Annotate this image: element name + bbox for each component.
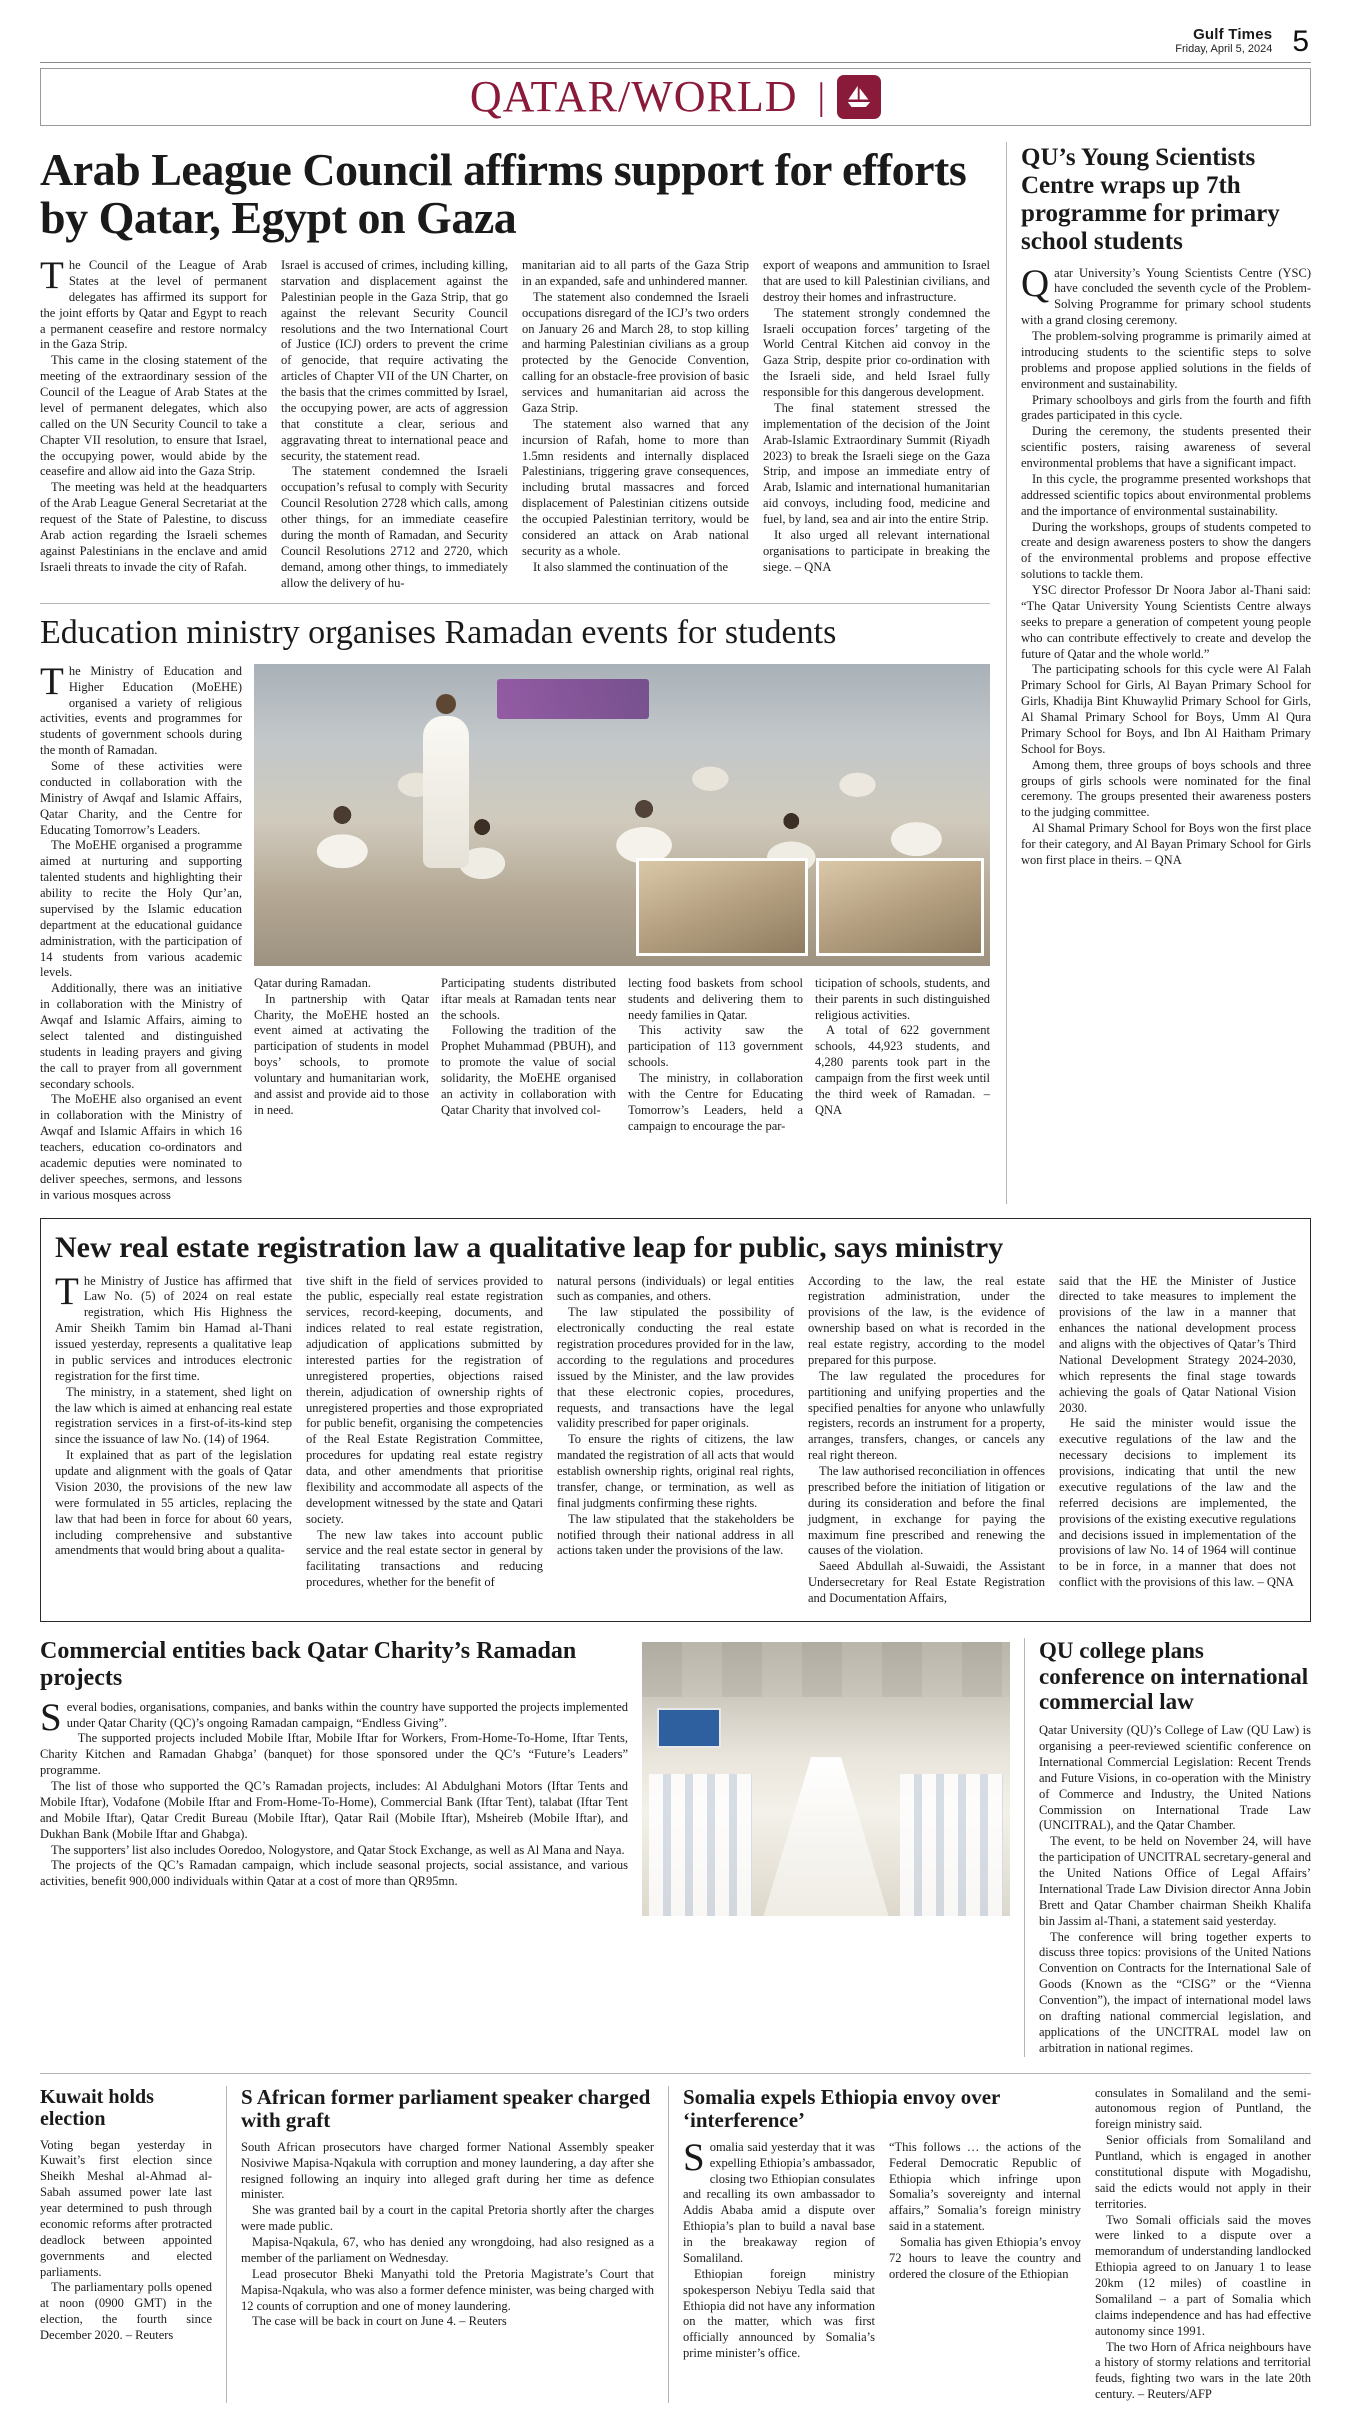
photo-person-head (436, 694, 456, 714)
dhow-icon-svg (844, 82, 874, 112)
paragraph: The ministry, in a statement, shed light on the law which is aimed at enhancing real estate registration services in a first-of-its-kind step since the issuance of law No. (14) of 1964. (55, 1384, 292, 1447)
paragraph: The new law takes into account public service and the real estate sector in general by facilitating transactions and reducing procedures, whether for the benefit of (306, 1527, 543, 1590)
lead-headline: Arab League Council affirms support for efforts by Qatar, Egypt on Gaza (40, 143, 967, 243)
page-number: 5 (1292, 25, 1309, 58)
education-left-column (40, 659, 242, 1204)
paragraph: He said the minister would issue the executive regulations of the law and the necessary decisions to implement its provisions, indicating that until the new executive regulations of the law and the referred decisions are implemented, the provisions of the existing executive regulations and decisions issued in implementation of the provisions of law No. 14 of 1964 will continue to be in force, in a manner that does not conflict with the provisions of this law. – QNA (1059, 1416, 1296, 1590)
paragraph: The Ministry of Justice has affirmed that Law No. (5) of 2024 on real estate registration, which His Highness the Amir Sheikh Tamim bin Hamad al-Thani issued yesterday, represents a qualitative leap in public services and introduces electronic registration for the first time. (55, 1269, 292, 1383)
issue-date: Friday, April 5, 2024 (1175, 43, 1273, 55)
left-main-column (40, 142, 1006, 1204)
article-qatar-charity-projects (40, 1638, 628, 2057)
photo-tent-center-aisle (763, 1757, 888, 1916)
paragraph: Ethiopian foreign ministry spokesperson Nebiyu Tedla said that Ethiopia did not have any information on the matter, which was first officially announced by Somalia’s prime minister’s office. (683, 2266, 875, 2361)
safrican-body (241, 2140, 654, 2331)
article-south-africa-graft (226, 2086, 654, 2404)
law-column-3 (557, 1274, 794, 1607)
paragraph: The two Horn of Africa neighbours have a history of stormy relations and territorial feuds, fighting two wars in the late 20th century. – Reuters/AFP (1095, 2339, 1311, 2402)
commercial-body (40, 1695, 628, 1891)
paragraph: The statement condemned the Israeli occupation’s refusal to comply with Security Council Resolution 2728 which calls, among other things, for an immediate ceasefire during the month of Ramadan, and Security Council Resolutions 2712 and 2720, which demand, among other things, to immediately allow the delivery of hu- (281, 464, 508, 590)
paragraph: It also slammed the continuation of the (533, 559, 729, 574)
paragraph: The parliamentary polls opened at noon (0900 GMT) in the election, the fourth since December 2020. – Reuters (40, 2280, 212, 2343)
education-column-5 (815, 976, 990, 1135)
paragraph: The participating schools for this cycle were Al Falah Primary School for Girls, Al Bayan Primary School for Girls, Khadija Bint Khuwaylid Primary School for Girls, Al Shamal Primary School for Boys, Umm Al Qura Primary School for Boys, and Ibn Al Haitham Primary School for Boys. (1021, 662, 1311, 756)
masthead-text (1175, 26, 1272, 55)
paragraph: According to the law, the real estate registration administration, under the provisions of the law, is the evidence of ownership based on what is recorded in the real estate registry, according to the model prepared for this purpose. (808, 1273, 1045, 1367)
paragraph: manitarian aid to all parts of the Gaza Strip in an expanded, safe and unhindered manner. (522, 258, 749, 288)
paragraph: Mapisa-Nqakula, 67, who has denied any wrongdoing, had also resigned as a member of the parliament on Wednesday. (241, 2235, 654, 2265)
paragraph: Additionally, there was an initiative in collaboration with the Ministry of Awqaf and Islamic Affairs, aiming to select talented and distinguished students in leading prayers and giving the call to prayer from all government secondary schools. (40, 981, 242, 1091)
paragraph: It also urged all relevant international organisations to participate in breaking the siege. – QNA (763, 527, 990, 574)
paragraph: South African prosecutors have charged former National Assembly speaker Nosiviwe Mapisa-Nqakula with corruption and money laundering, a day after she resigned following an inquiry into alleged graft during her time as defence minister. (241, 2139, 654, 2202)
somalia-headline: Somalia expels Ethiopia envoy over ‘interference’ (683, 2084, 1000, 2132)
photo-ramadan-event (254, 664, 990, 966)
education-column-3 (441, 976, 616, 1135)
paragraph: Qatar University (QU)’s College of Law (QU Law) is organising a peer-reviewed scientific conference on International Commercial Legislation: Recent Trends and Future Visions, in co-operation with the Ministry of Commerce and Industry, the United Nations Commission on International Trade Law (UNCITRAL), and the Qatar Chamber. (1039, 1723, 1311, 1833)
paragraph: YSC director Professor Dr Noora Jabor al-Thani said: “The Qatar University Young Scientists Centre always seeks to prepare a generation of competent young people who can contribute effectively to create and develop the future of Qatar and the whole world.” (1021, 583, 1311, 661)
paragraph: The Ministry of Education and Higher Education (MoEHE) organised a variety of religious activities, events and programmes for students of government schools during the month of Ramadan. (40, 659, 242, 758)
section-separator: | (817, 75, 826, 118)
photo-tent-tables-left (649, 1774, 752, 1916)
paragraph: To ensure the rights of citizens, the law mandated the registration of all acts that would establish ownership rights, original real rights, transfer, change, or termination, as well as final judgments confirming these rights. (557, 1432, 794, 1510)
paragraph: The law stipulated the possibility of electronically conducting the real estate registration procedures provided for in the law, according to the regulations and procedures issued by the Minister, and the law provides that these electronic copies, procedures, requests, and transactions have the legal validity prescribed for paper originals. (557, 1305, 794, 1431)
safrican-headline: S African former parliament speaker charged with graft (241, 2084, 651, 2132)
photo-person-body (423, 716, 469, 868)
paragraph: This came in the closing statement of the meeting of the extraordinary session of the Council of the League of Arab States at the level of permanent delegates, which also called on the UN Security Council to take a Chapter VII resolution, to ensure that Israel, the occupying power, would abide by the ceasefire and allow aid into the Gaza Strip. (40, 353, 267, 479)
paragraph: A total of 622 government schools, 44,923 students, and 4,280 parents took part in the campaign from the first week until the third week of Ramadan. – QNA (815, 1023, 990, 1117)
paper-name: Gulf Times (1193, 26, 1273, 43)
paragraph: export of weapons and ammunition to Israel that are used to kill Palestinian civilians, and destroy their homes and infrastructure. (763, 258, 990, 304)
paragraph: The supporters’ list also includes Ooredoo, Nologystore, and Qatar Stock Exchange, as well as Al Mana and Naya. (51, 1842, 625, 1857)
paragraph: Israel is accused of crimes, including killing, starvation and displacement against the Palestinian people in the Gaza Strip, that go against the relevant Security Council resolutions and the two International Court of Justice (ICJ) orders to prevent the crime of genocide, that require activating the articles of Chapter VII of the UN Charter, on the basis that the crimes committed by Israel, the occupying power, are acts of aggression that constitute a clear, serious and aggravating threat to international peace and security, the statement read. (281, 258, 508, 463)
education-columns (254, 976, 990, 1135)
paragraph: Following the tradition of the Prophet Muhammad (PBUH), and to promote the value of social solidarity, the MoEHE organised an activity in collaboration with Qatar Charity that involved col- (441, 1023, 616, 1117)
paragraph: Saeed Abdullah al-Suwaidi, the Assistant Undersecretary for Real Estate Registration and Documentation Affairs, (808, 1559, 1045, 1606)
paragraph: The law regulated the procedures for partitioning and unifying properties and the specified penalties for anyone who unlawfully registers, records an instrument for a property, arranges, transfers, changes, or cancels any real right thereon. (808, 1368, 1045, 1463)
paragraph: Several bodies, organisations, companies, and banks within the country have supported the projects implemented under Qatar Charity (QC)’s ongoing Ramadan campaign, “Endless Giving”. (40, 1695, 628, 1739)
paragraph: The law stipulated that the stakeholders be notified through their national address in all actions taken under the provisions of the law. (557, 1511, 794, 1558)
paragraph: Lead prosecutor Bheki Manyathi told the Pretoria Magistrate’s Court that Mapisa-Nqakula, who was also a former defence minister, was being charged with 12 counts of corruption and one of money laundering. (241, 2266, 654, 2313)
lead-column-3 (522, 258, 749, 591)
paragraph: ticipation of schools, students, and their parents in such distinguished religious activities. (815, 975, 990, 1022)
paragraph: In this cycle, the programme presented workshops that addressed scientific topics about environmental problems and the importance of environmental sustainability. (1021, 471, 1311, 518)
paragraph: The statement strongly condemned the Israeli occupation forces’ targeting of the World Central Kitchen aid convoy in the Gaza Strip, despite prior co-ordination with the Israeli side, and held Israel fully responsible for this dangerous development. (763, 305, 990, 400)
kuwait-headline: Kuwait holds election (40, 2085, 154, 2130)
paragraph: said that the HE the Minister of Justice directed to take measures to implement the provisions of the law in a manner that enhances the national development process and aligns with the objectives of Qatar’s Third National Development Strategy 2024-2030, which represents the final stage towards achieving the goals of Qatar National Vision 2030. (1059, 1273, 1296, 1415)
masthead (40, 26, 1311, 62)
photo-iftar-tent (642, 1642, 1010, 1916)
masthead-rule (40, 62, 1311, 63)
dhow-icon (837, 75, 881, 119)
law-headline: New real estate registration law a qualitative leap for public, says ministry (55, 1230, 1004, 1264)
paragraph: tive shift in the field of services provided to the public, especially real estate registration services, record-keeping, documents, and indices related to real estate registration, adjudication of applications submitted by interested parties for the registration of unregistered properties, objections raised therein, adjudication of ownership rights of unregistered properties and those expropriated for public benefit, organising the competencies of the Real Estate Registration Committee, procedures for updating real estate registry data, and other amendments that prioritise flexibility and accommodate all aspects of the development witnessed by the state and Qatari society. (306, 1273, 543, 1526)
article-somalia-ethiopia (668, 2086, 1311, 2404)
paragraph: The ministry, in collaboration with the Centre for Educating Tomorrow’s Leaders, held a campaign to encourage the par- (628, 1071, 803, 1133)
paragraph: The supported projects included Mobile Iftar, Mobile Iftar for Workers, From-Home-To-Home, Iftar Tents, Charity Kitchen and Ramadan Ghabga’ (banquet) for those sponsored under the QC’s “Future’s Leaders” programme. (40, 1731, 628, 1778)
article-qu-young-scientists (1006, 142, 1311, 1204)
paragraph: Voting began yesterday in Kuwait’s first election since Sheikh Meshal al-Ahmad al-Sabah assumed power late last year determined to push through economic reforms after protracted deadlock between appointed governments and elected parliaments. (40, 2137, 212, 2279)
paragraph: Senior officials from Somaliland and Puntland, which is engaged in another constitutional dispute with Mogadishu, said the edicts would not apply in their territories. (1095, 2133, 1311, 2211)
kuwait-body (40, 2138, 212, 2344)
lead-columns (40, 254, 990, 591)
paragraph: In partnership with Qatar Charity, the MoEHE hosted an event aimed at activating the participation of students in model boys’ schools, to promote voluntary and humanitarian work, and assist and provide aid to those in need. (254, 991, 429, 1117)
sidebar-body (1021, 261, 1311, 869)
photo-inset-certificates-2 (816, 858, 984, 956)
paragraph: The list of those who supported the QC’s Ramadan projects, includes: Al Abdulghani Motors (Iftar Tents and Mobile Iftar), Vodafone (Mobile Iftar and From-Home-To-Home), Commercial Bank (Iftar Tent), talabat (Iftar Tent and Mobile Iftar), Qatar Credit Bureau (Mobile Iftar), Qatar Rail (Mobile Iftar), Msheireb (Mobile Iftar), and Dukhan Bank (Mobile Iftar and Ghabga). (40, 1779, 628, 1841)
lead-column-1 (40, 254, 267, 591)
paragraph: The conference will bring together experts to discuss three topics: provisions of the United Nations Convention on Contracts for the International Sale of Goods (Known as the “CISG” or the “Vienna Convention”), the impact of international model laws on drafting national commercial legislation, and applications of the UNCITRAL model law on arbitration in national regimes. (1039, 1929, 1311, 2055)
law-column-5 (1059, 1274, 1296, 1607)
education-grid (40, 659, 990, 1204)
paragraph: “This follows … the actions of the Federal Democratic Republic of Ethiopia which infringe upon Somalia’s sovereignty and internal affairs,” Somalia’s foreign ministry said in a statement. (889, 2139, 1081, 2234)
paragraph: The statement also condemned the Israeli occupations disregard of the ICJ’s two orders on January 26 and March 28, to stop killing and harming Palestinian civilians as a group protected by the Genocide Convention, calling for an obstacle-free provision of basic services and humanitarian aid across the Gaza Strip. (522, 289, 749, 415)
section-banner (40, 68, 1311, 126)
paragraph: The problem-solving programme is primarily aimed at introducing students to the scientific steps to solve problems and propose applied solutions in the fields of environment and sustainability. (1021, 329, 1311, 391)
paragraph: consulates in Somaliland and the semi-autonomous region of Puntland, the foreign ministry said. (1095, 2085, 1311, 2132)
education-column-4 (628, 976, 803, 1135)
paragraph: Qatar during Ramadan. (254, 975, 371, 990)
article-qu-law-conference (1024, 1638, 1311, 2057)
commercial-headline: Commercial entities back Qatar Charity’s Ramadan projects (40, 1637, 577, 1691)
education-right-area (254, 664, 990, 1204)
photo-inset-certificates-1 (636, 858, 808, 956)
law-column-2 (306, 1274, 543, 1607)
photo-tent-tables-right (900, 1774, 1003, 1916)
paragraph: This activity saw the participation of 113 government schools. (628, 1023, 803, 1070)
paragraph: Two Somali officials said the moves were linked to a dispute over a memorandum of understanding landlocked Ethiopia agreed to on January 1 to lease 20km (12 miles) of coastline in Somaliland – a part of Somalia which claims independence and has had effective autonomy since 1991. (1095, 2212, 1311, 2338)
paragraph: The statement also warned that any incursion of Rafah, home to more than 1.5mn residents and internally displaced Palestinians, triggering grave consequences, including brutal massacres and forced displacement of Palestinian citizens outside the occupied Palestinian territory, would be considered an attack on Arab national security as a whole. (522, 416, 749, 558)
somalia-column-2 (889, 2140, 1081, 2362)
law-columns (55, 1269, 1296, 1607)
photo-stage-banner (497, 679, 649, 719)
paragraph: During the workshops, groups of students competed to create and design awareness posters to show the dangers of the environmental problems and propose effective solutions to tackle them. (1021, 519, 1311, 582)
paragraph: Al Shamal Primary School for Boys won the first place for their category, and Al Bayan Primary School for Girls won first place in theirs. – QNA (1021, 821, 1311, 867)
photo-standing-person (423, 694, 469, 868)
paragraph: The MoEHE organised a programme aimed at nurturing and supporting talented students and highlighting their ability to recite the Holy Qur’an, supervised by the Islamic education department at the educational guidance administration, with the participation of 14 students from various academic levels. (40, 838, 242, 980)
paragraph: The final statement stressed the implementation of the decision of the Joint Arab-Islamic Extraordinary Summit (Riyadh 2023) to break the Israeli siege on the Gaza Strip, and impose an immediate entry of Arab, Islamic and international humanitarian aid convoys, including food, medicine and fuel, by land, sea and air into the entire Strip. (763, 400, 990, 527)
paragraph: The MoEHE also organised an event in collaboration with the Ministry of Awqaf and Islamic Affairs in which 16 teachers, education co-ordinators and academic deputies were nominated to deliver speeches, sermons, and lessons in various mosques across (40, 1092, 242, 1202)
mid-row (40, 1638, 1311, 2057)
paragraph: The case will be back in court on June 4. – Reuters (252, 2314, 507, 2329)
somalia-columns (683, 2135, 1081, 2362)
article-arab-league (40, 143, 990, 592)
paragraph: The meeting was held at the headquarters of the Arab League General Secretariat at the request of the State of Palestine, to discuss Arab action regarding the Israeli schemes against Palestinians in the enclave and amid Israeli threats to invade the city of Rafah. (40, 480, 267, 574)
law-column-4 (808, 1274, 1045, 1607)
section-title: QATAR/WORLD (469, 71, 798, 121)
paragraph: Somalia said yesterday that it was expelling Ethiopia’s ambassador, closing two Ethiopian consulates and recalling its own ambassador to Addis Ababa amid a dispute over Ethiopia’s plan to build a naval base in the breakaway region of Somaliland. (683, 2135, 875, 2265)
sidebar-headline: QU’s Young Scientists Centre wraps up 7th programme for primary school students (1021, 143, 1280, 255)
paragraph: The law authorised reconciliation in offences prescribed before the initiation of litigation or during its consideration and before the final judgment, in exchange for paying the maximum fine prescribed and renewing the causes of the violation. (808, 1464, 1045, 1558)
qu-law-body (1039, 1723, 1311, 2056)
paragraph: She was granted bail by a court in the capital Pretoria shortly after the charges were made public. (241, 2203, 654, 2234)
paragraph: lecting food baskets from school students and delivering them to needy families in Qatar. (628, 975, 803, 1022)
paragraph: Participating students distributed iftar meals at Ramadan tents near the schools. (441, 975, 616, 1022)
somalia-column-3 (1095, 2086, 1311, 2404)
paragraph: Qatar University’s Young Scientists Centre (YSC) have concluded the seventh cycle of the Problem-Solving Programme for primary school students with a grand closing ceremony. (1021, 261, 1311, 328)
paragraph: Among them, three groups of boys schools and three groups of girls schools were nominated for the final ceremony. The groups presented their awareness posters to the judging committee. (1021, 757, 1311, 820)
paragraph: Primary schoolboys and girls from the fourth and fifth grades participated in this cycle. (1021, 392, 1311, 423)
section-rule (40, 603, 990, 604)
bottom-row (40, 2073, 1311, 2404)
article-kuwait-election (40, 2086, 212, 2404)
upper-region (40, 142, 1311, 1204)
lead-column-2 (281, 258, 508, 591)
paragraph: The projects of the QC’s Ramadan campaign, which include seasonal projects, social assistance, and various activities, benefit 900,000 individuals within Qatar at a cost of more than QR95mn. (40, 1858, 628, 1889)
lead-column-4 (763, 258, 990, 591)
article-education-ministry (40, 614, 990, 1203)
somalia-column-1 (683, 2135, 875, 2362)
law-column-1 (55, 1269, 292, 1607)
paragraph: The event, to be held on November 24, will have the participation of UNCITRAL secretary-general and the United Nations Office of Legal Affairs’ International Trade Law Division director Anna Jobin Brett and Qatar Chamber chairman Sheikh Khalifa bin Jassim al-Thani, a statement said yesterday. (1039, 1834, 1311, 1928)
article-real-estate-law (40, 1218, 1311, 1622)
paragraph: The Council of the League of Arab States at the level of permanent delegates has affirmed its support for the joint efforts by Qatar and Egypt to reach a permanent ceasefire and restore normalcy in the Gaza Strip. (40, 254, 267, 352)
education-column-2 (254, 976, 429, 1135)
photo-tent-screen (657, 1708, 721, 1748)
paragraph: Somalia has given Ethiopia’s envoy 72 hours to leave the country and ordered the closure of the Ethiopian (889, 2235, 1081, 2281)
education-headline: Education ministry organises Ramadan events for students (40, 614, 837, 652)
photo-tent-ceiling (642, 1642, 1010, 1697)
paragraph: natural persons (individuals) or legal entities such as companies, and others. (557, 1273, 794, 1304)
paragraph: During the ceremony, the students presented their scientific posters, raising awareness of several environmental problems that have a significant impact. (1021, 424, 1311, 470)
paragraph: Some of these activities were conducted in collaboration with the Ministry of Awqaf and Islamic Affairs, Qatar Charity, and the Centre for Educating Tomorrow’s Leaders. (40, 759, 242, 837)
somalia-left-area (683, 2086, 1081, 2404)
paragraph: It explained that as part of the legislation update and alignment with the goals of Qatar Vision 2030, the provisions of the new law were formulated in 55 articles, replacing the law that had been in force for about 60 years, including comprehensive and substantive amendments that would bring about a qualita- (55, 1448, 292, 1558)
qu-law-headline: QU college plans conference on international commercial law (1039, 1637, 1309, 1715)
